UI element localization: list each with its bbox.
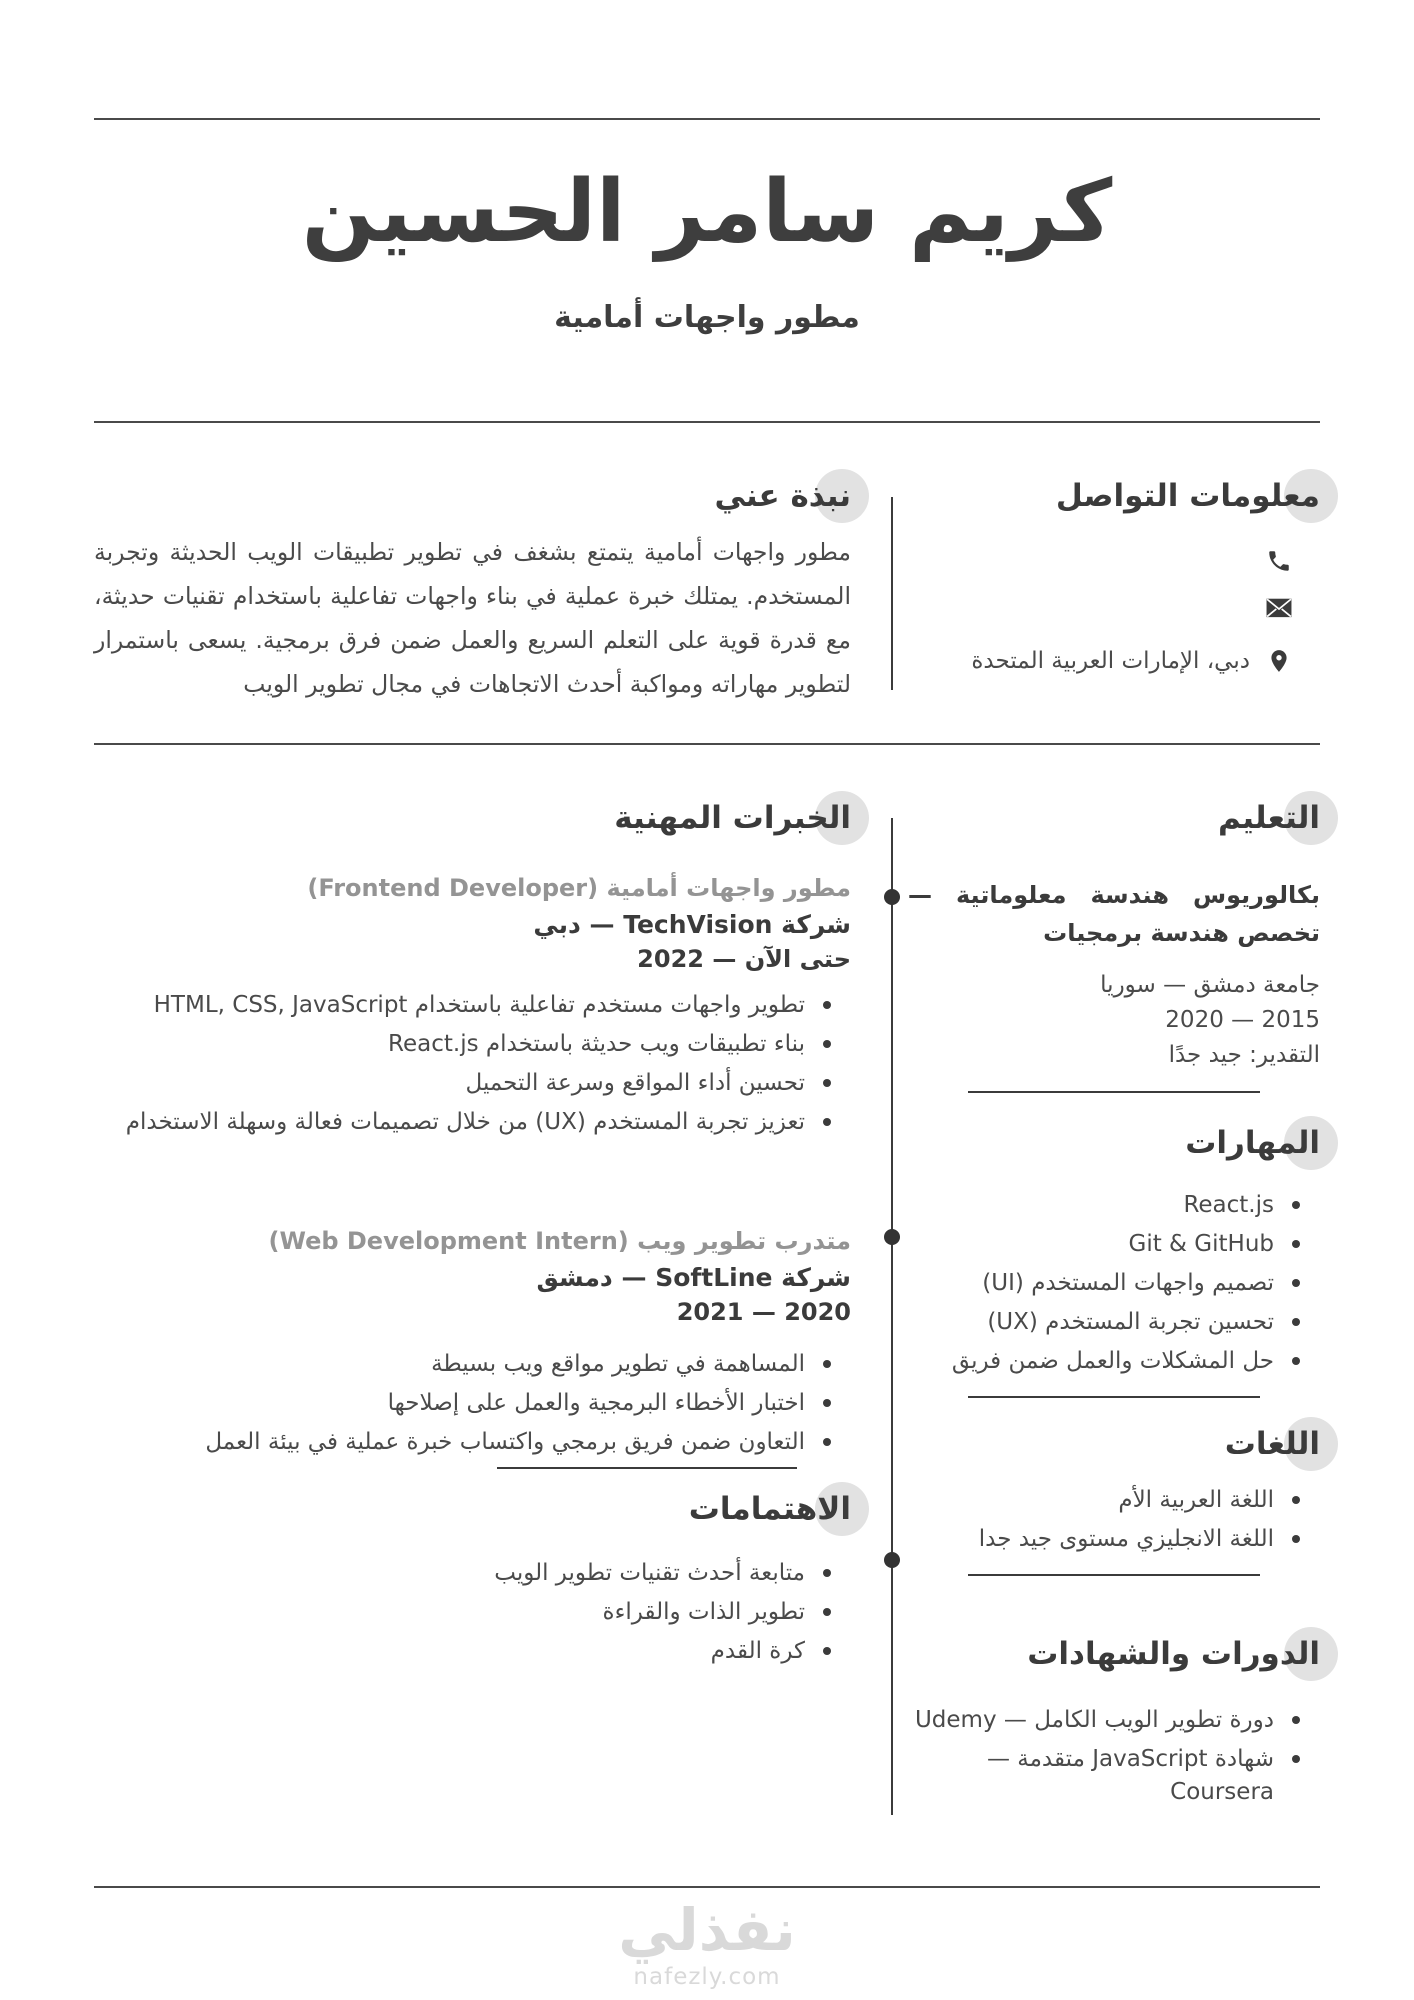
job-bullets xyxy=(94,989,851,1139)
header-top-rule xyxy=(94,118,1320,120)
interest-item: متابعة أحدث تقنيات تطوير الويب xyxy=(94,1557,805,1590)
phone-icon xyxy=(1266,548,1292,574)
skills-list xyxy=(908,1189,1320,1378)
job-title: مطور واجهات أمامية (Frontend Developer) xyxy=(307,874,851,902)
person-job-title: مطور واجهات أمامية xyxy=(554,300,860,335)
skills-heading: المهارات xyxy=(1185,1121,1320,1165)
experience-job-1 xyxy=(94,874,851,1139)
skill-item: React.js xyxy=(908,1189,1274,1222)
mid-rule xyxy=(94,743,1320,745)
contact-rows xyxy=(908,536,1320,686)
watermark-domain: nafezly.com xyxy=(633,1964,781,1990)
interest-item: كرة القدم xyxy=(94,1635,805,1668)
contact-location-row xyxy=(908,636,1292,686)
contact-location-value: دبي، الإمارات العربية المتحدة xyxy=(971,648,1250,674)
timeline-dot-job1 xyxy=(884,889,900,905)
contact-about-divider xyxy=(891,497,893,690)
experience-job-2 xyxy=(94,1227,851,1459)
job-dates: 2021 — 2020 xyxy=(676,1298,851,1326)
education-skills-divider xyxy=(968,1091,1260,1093)
watermark-logo: نفذلي xyxy=(618,1896,796,1964)
timeline-line xyxy=(891,818,893,1815)
interest-item: تطوير الذات والقراءة xyxy=(94,1596,805,1629)
language-item: اللغة العربية الأم xyxy=(908,1484,1274,1517)
job-bullet-item: تعزيز تجربة المستخدم (UX) من خلال تصميمات فعالة وسهلة الاستخدام xyxy=(94,1106,805,1139)
education-grade: التقدير: جيد جدًا xyxy=(1168,1042,1320,1068)
about-heading: نبذة عني xyxy=(715,474,852,518)
skill-item: حل المشكلات والعمل ضمن فريق xyxy=(908,1345,1274,1378)
job-bullet-item: تحسين أداء المواقع وسرعة التحميل xyxy=(94,1067,805,1100)
language-item: اللغة الانجليزي مستوى جيد جدا xyxy=(908,1523,1274,1556)
contact-phone-row xyxy=(908,536,1292,586)
education-dates: 2020 — 2015 xyxy=(1165,1007,1320,1033)
job-bullet-item: التعاون ضمن فريق برمجي واكتساب خبرة عملية في بيئة العمل xyxy=(94,1426,805,1459)
job-bullet-item: المساهمة في تطوير مواقع ويب بسيطة xyxy=(94,1348,805,1381)
skills-languages-divider xyxy=(968,1396,1260,1398)
education-heading: التعليم xyxy=(1218,796,1320,840)
job-company: شركة TechVision — دبي xyxy=(533,910,851,939)
person-name: كريم سامر الحسين xyxy=(301,162,1113,262)
experience-heading: الخبرات المهنية xyxy=(614,796,851,840)
job-bullet-item: بناء تطبيقات ويب حديثة باستخدام React.js xyxy=(94,1028,805,1061)
course-item: شهادة JavaScript متقدمة — Coursera xyxy=(908,1743,1274,1809)
header-bottom-rule xyxy=(94,421,1320,423)
education-degree: بكالوريوس هندسة معلوماتية — تخصص هندسة برمجيات xyxy=(908,881,1320,947)
timeline-dot-job2 xyxy=(884,1229,900,1245)
contact-heading: معلومات التواصل xyxy=(1056,474,1320,518)
interests-list xyxy=(94,1557,851,1668)
languages-heading: اللغات xyxy=(1225,1422,1320,1466)
job-dates: 2022 — حتى الآن xyxy=(637,945,851,973)
skill-item: تصميم واجهات المستخدم (UI) xyxy=(908,1267,1274,1300)
contact-section xyxy=(908,474,1320,686)
languages-list xyxy=(908,1484,1320,1556)
bottom-rule xyxy=(94,1886,1320,1888)
languages-courses-divider xyxy=(968,1574,1260,1576)
education-school: جامعة دمشق — سوريا xyxy=(1100,972,1320,998)
interests-heading: الاهتمامات xyxy=(689,1487,851,1531)
experience-interests-divider xyxy=(497,1467,797,1469)
job-bullet-item: تطوير واجهات مستخدم تفاعلية باستخدام HTML, CSS, JavaScript xyxy=(94,989,805,1022)
job-company: شركة SoftLine — دمشق xyxy=(536,1263,851,1292)
job-bullets xyxy=(94,1348,851,1459)
job-title: متدرب تطوير ويب (Web Development Intern) xyxy=(268,1227,851,1255)
location-pin-icon xyxy=(1266,648,1292,674)
right-column xyxy=(908,796,1320,1815)
contact-email-row xyxy=(908,586,1292,636)
course-item: دورة تطوير الويب الكامل — Udemy xyxy=(908,1704,1274,1737)
education-details xyxy=(908,968,1320,1073)
timeline-dot-interests xyxy=(884,1552,900,1568)
skill-item: تحسين تجربة المستخدم (UX) xyxy=(908,1306,1274,1339)
about-section xyxy=(94,474,851,706)
about-text: مطور واجهات أمامية يتمتع بشغف في تطوير تطبيقات الويب الحديثة وتجربة المستخدم. يمتلك خبرة عملية في بناء واجهات تفاعلية باستخدام تقنيات حديثة، مع قدرة قوية على التعلم السريع والعمل ضمن فرق برمجية. يسعى باستمرار لتطوير مهاراته ومواكبة أحدث الاتجاهات في مجال تطوير الويب xyxy=(94,538,851,698)
courses-list xyxy=(908,1704,1320,1809)
email-icon xyxy=(1266,598,1292,624)
courses-heading: الدورات والشهادات xyxy=(1027,1632,1320,1676)
skill-item: Git & GitHub xyxy=(908,1228,1274,1261)
left-column xyxy=(94,796,851,1674)
job-bullet-item: اختبار الأخطاء البرمجية والعمل على إصلاحها xyxy=(94,1387,805,1420)
